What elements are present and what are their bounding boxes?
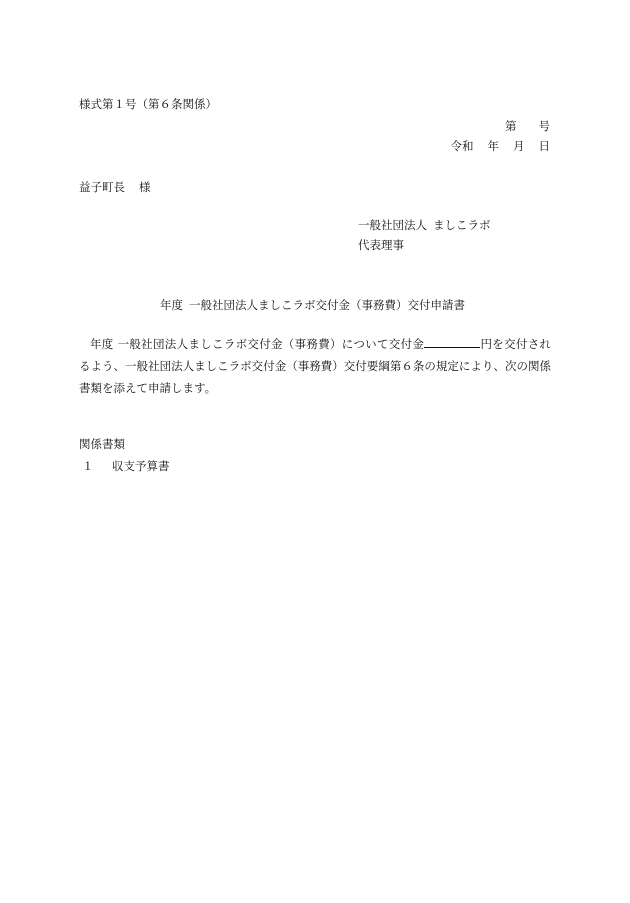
date-month: 月 (513, 139, 525, 153)
document-number-suffix: 号 (538, 119, 550, 133)
date-day: 日 (538, 139, 550, 153)
body-text-part2: 円を交付されるよう、一般社団法人ましこラボ交付金（事務費）交付要綱第６条の規定により、次の関係書類を添えて申請します。 (79, 337, 552, 395)
title-year-label: 年度 (160, 298, 183, 312)
addressee-honorific: 様 (139, 180, 151, 194)
body-text-part1: 一般社団法人ましこラボ交付金（事務費）について交付金 (117, 337, 425, 351)
attachments-heading: 関係書類 (79, 437, 125, 451)
document-number-prefix: 第 (505, 119, 517, 133)
attachment-item-number: １ (82, 459, 94, 473)
attachment-item (79, 459, 170, 473)
applicant-organization (358, 218, 491, 232)
addressee-name: 益子町長 (79, 180, 125, 194)
applicant-org-name: ましこラボ (433, 218, 491, 232)
title-text: 一般社団法人ましこラボ交付金（事務費）交付申請書 (189, 298, 465, 312)
date-year: 年 (487, 139, 499, 153)
amount-blank (424, 335, 480, 348)
applicant-org-type: 一般社団法人 (358, 218, 427, 232)
application-body-text (79, 333, 551, 399)
document-date (451, 139, 551, 153)
document-title (160, 298, 465, 312)
form-number: 様式第１号（第６条関係） (79, 97, 217, 111)
applicant-representative: 代表理事 (358, 238, 404, 252)
addressee (79, 180, 151, 194)
body-year-label: 年度 (90, 337, 114, 351)
attachment-item-label: 収支予算書 (112, 459, 170, 473)
document-number (505, 119, 550, 133)
date-era: 令和 (450, 139, 474, 153)
